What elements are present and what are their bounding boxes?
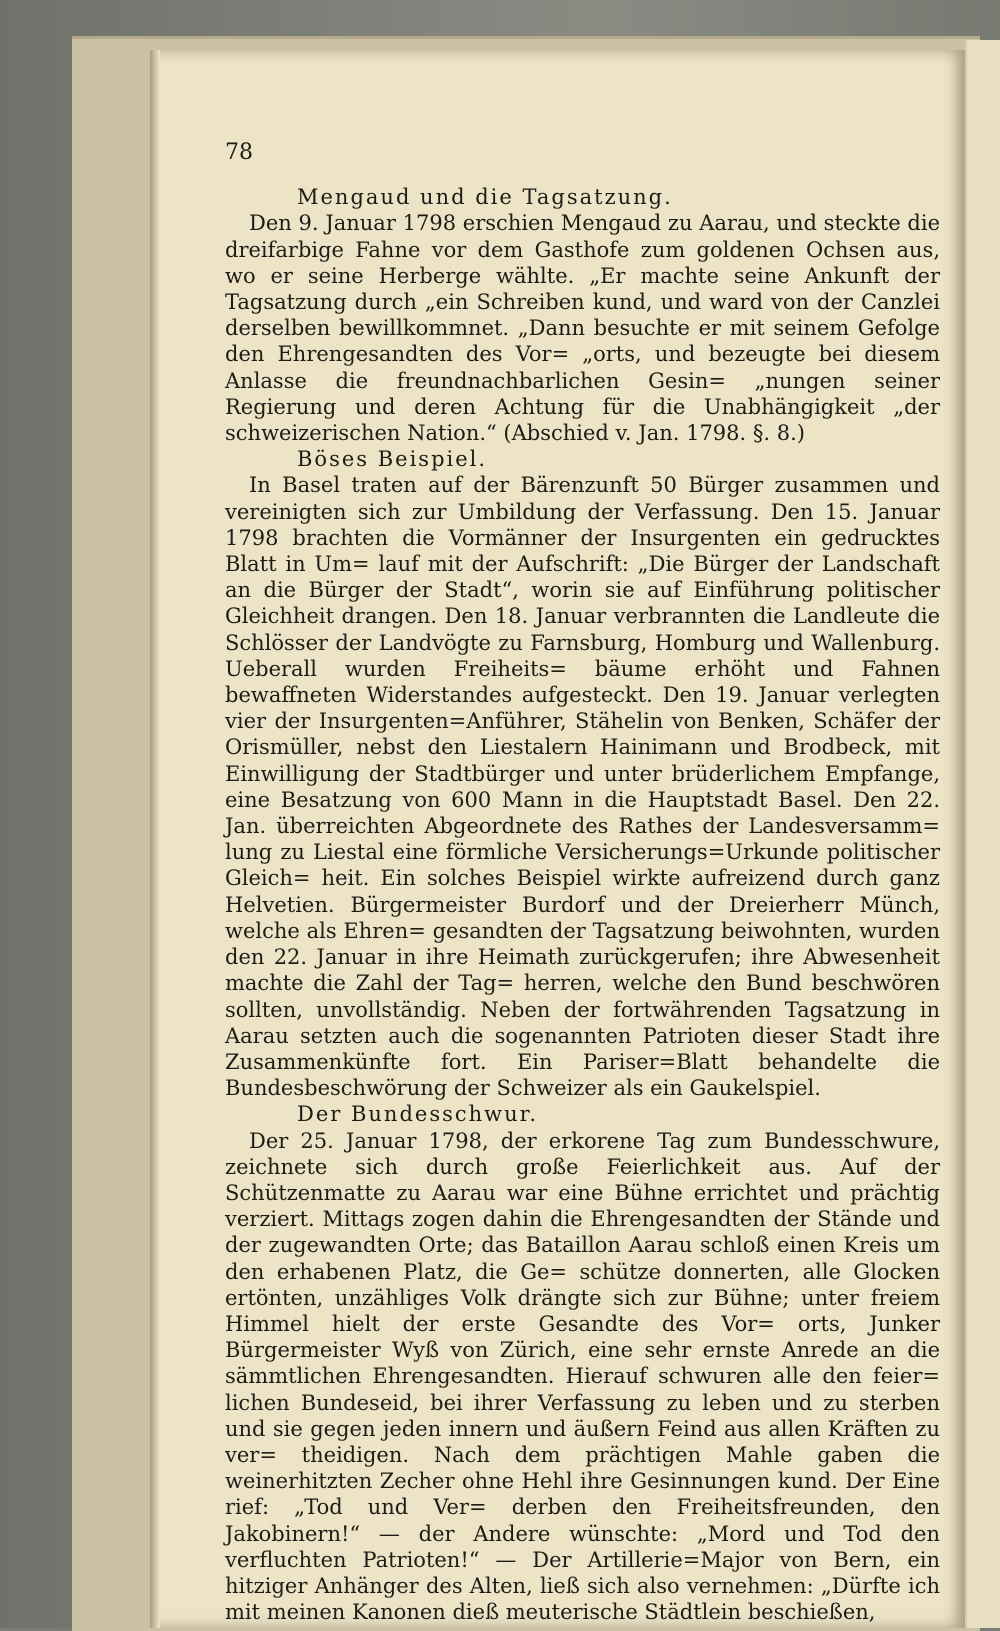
section-paragraph: In Basel traten auf der Bärenzunft 50 Bürger zusammen und vereinigten sich zur Umbildung der Verfassung. Den 15. Januar 1798 brachten die Vormänner der Insurgenten ein gedrucktes Blatt in Um= lauf mit der Aufschrift: „Die Bürger der Landschaft an die Bürger der Stadt“, worin sie auf Einführung politischer Gleichheit drangen. Den 18. Januar verbrannten die Landleute die Schlösser der Landvögte zu Farnsburg, Homburg und Wallenburg. Ueberall wurden Freiheits= bäume erhöht und Fahnen bewaffneten Widerstandes aufgesteckt. Den 19. Januar verlegten vier der Insurgenten=Anführer, Stähelin von Benken, Schäfer der Orismüller, nebst den Liestalern Hainimann und Brodbeck, mit Einwilligung der Stadtbürger und unter brüderlichem Empfange, eine Besatzung von 600 Mann in die Hauptstadt Basel. Den 22. Jan. überreichten Abgeordnete des Rathes der Landesversamm= lung zu Liestal eine förmliche Versicherungs=Urkunde politischer Gleich= heit. Ein solches Beispiel wirkte aufreizend durch ganz Helvetien. Bürgermeister Burdorf und der Dreierherr Münch, welche als Ehren= gesandten der Tagsatzung beiwohnten, wurden den 22. Januar in ihre Heimath zurückgerufen; ihre Abwesenheit machte die Zahl der Tag= herren, welche den Bund beschwören sollten, unvollständig. Neben der fortwährenden Tagsatzung in Aarau setzten auch die sogenannten Patrioten dieser Stadt ihre Zusammenkünfte fort. Ein Pariser=Blatt behandelte die Bundesbeschwörung der Schweizer als ein Gaukelspiel. — [225, 473, 940, 1101]
page-gutter-shadow — [150, 50, 160, 1628]
section-paragraph: Der 25. Januar 1798, der erkorene Tag zum Bundesschwure, zeichnete sich durch große Feierlichkeit aus. Auf der Schützenmatte zu Aarau war eine Bühne errichtet und prächtig verziert. Mittags zogen dahin die Ehrengesandten der Stände und der zugewandten Orte; das Bataillon Aarau schloß einen Kreis um den erhabenen Platz, die Ge= schütze donnerten, alle Glocken ertönten, unzähliges Volk drängte sich zur Bühne; unter freiem Himmel hielt der erste Gesandte des Vor= orts, Junker Bürgermeister Wyß von Zürich, eine sehr ernste Anrede an die sämmtlichen Ehrengesandten. Hierauf schwuren alle den feier= lichen Bundeseid, bei ihrer Verfassung zu leben und zu sterben und sie gegen jeden innern und äußern Feind aus allen Kräften zu ver= theidigen. Nach dem prächtigen Mahle gaben die weinerhitzten Zecher ohne Hehl ihre Gesinnungen kund. Der Eine rief: „Tod und Ver= derben den Freiheitsfreunden, den Jakobinern!“ — der Andere wünschte: „Mord und Tod den verfluchten Patrioten!“ — Der Artillerie=Major von Bern, ein hitziger Anhänger des Alten, ließ sich also vernehmen: „Dürfte ich mit meinen Kanonen dieß meuterische Städtlein beschießen, — [225, 1128, 940, 1625]
section-paragraph: Den 9. Januar 1798 erschien Mengaud zu Aarau, und steckte die dreifarbige Fahne vor dem Gasthofe zum goldenen Ochsen aus, wo er seine Herberge wählte. „Er machte seine Ankunft der Tagsatzung durch „ein Schreiben kund, und ward von der Canzlei derselben bewillkommnet. „Dann besuchte er mit seinem Gefolge den Ehrengesandten des Vor= „orts, und bezeugte bei diesem Anlasse die freundnachbarlichen Gesin= „nungen seiner Regierung und deren Achtung für die Unabhängigkeit „der schweizerischen Nation.“ (Abschied v. Jan. 1798. §. 8.) — [225, 211, 940, 446]
page-number: 78 — [225, 140, 253, 165]
section-heading: Böses Beispiel. — [297, 447, 488, 472]
section-heading: Mengaud und die Tagsatzung. — [297, 185, 673, 210]
facing-page-edge — [965, 40, 1000, 1628]
section-heading: Der Bundesschwur. — [297, 1102, 539, 1127]
page-text — [225, 140, 940, 1625]
